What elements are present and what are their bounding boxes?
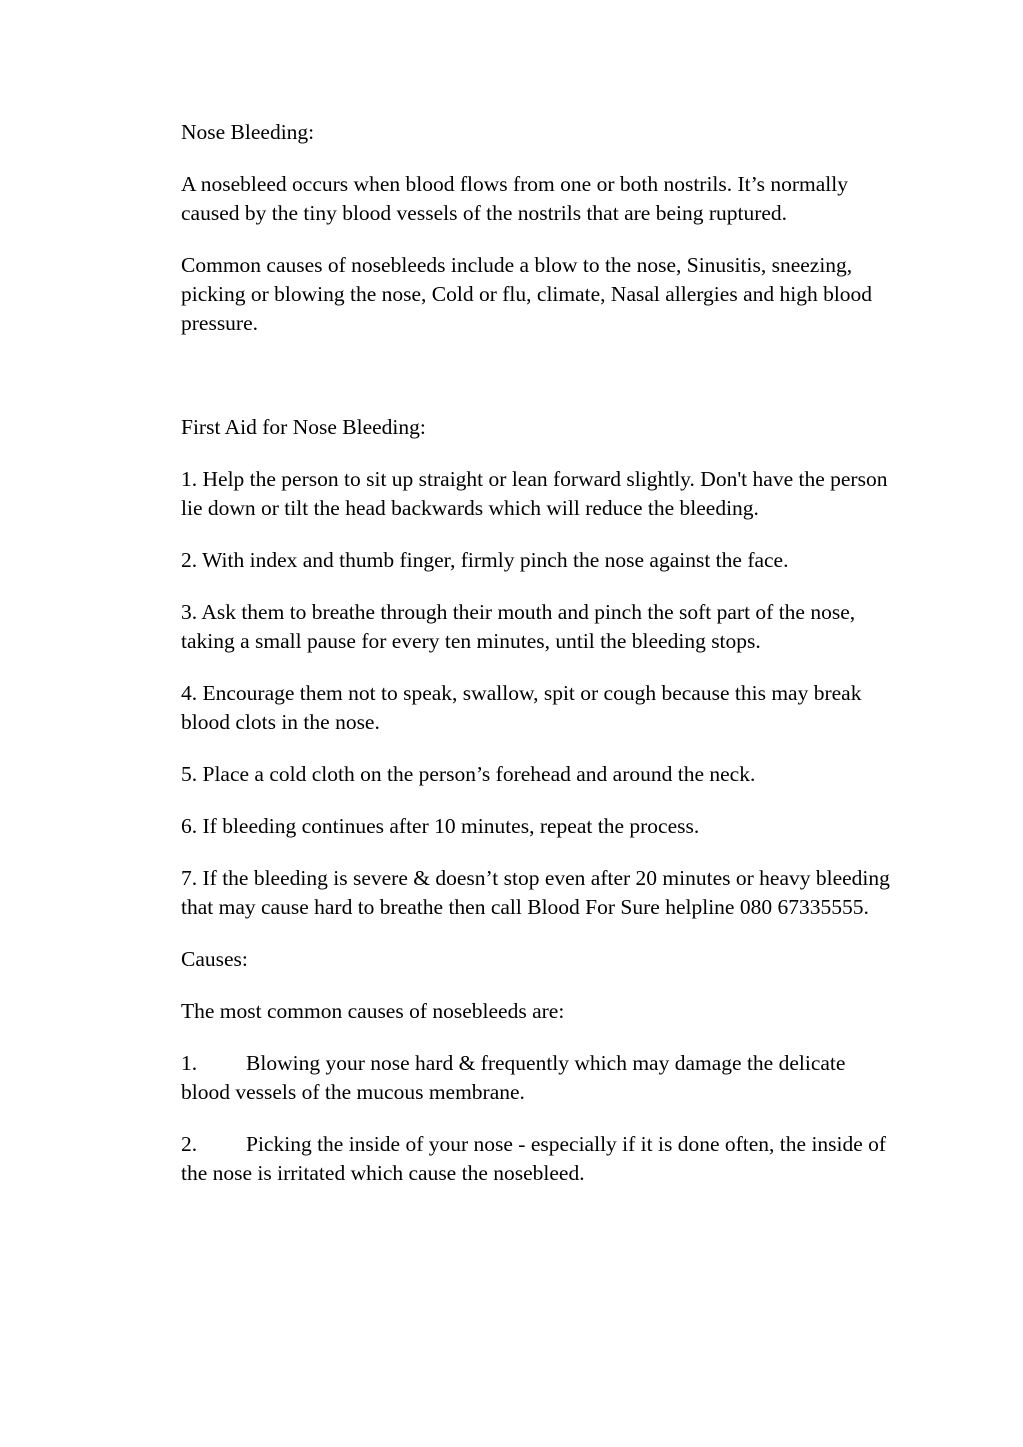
causes-list-item-1-text: Blowing your nose hard & frequently which may damage the delicate blood vessels of the mucous membrane. xyxy=(181,1051,846,1104)
causes-list-item-2-text: Picking the inside of your nose - especially if it is done often, the inside of the nose is irritated which cause the nosebleed. xyxy=(181,1132,887,1185)
first-aid-step-6: 6. If bleeding continues after 10 minutes, repeat the process. xyxy=(181,814,700,838)
causes-list-item-2-marker: 2. xyxy=(181,1132,198,1156)
causes-list-item-2 xyxy=(181,1130,893,1188)
paragraph-common-causes: Common causes of nosebleeds include a blow to the nose, Sinusitis, sneezing, picking or blowing the nose, Cold or flu, climate, Nasal allergies and high blood pressure. xyxy=(181,253,878,335)
first-aid-step-1: 1. Help the person to sit up straight or lean forward slightly. Don't have the person lie down or tilt the head backwards which will reduce the bleeding. xyxy=(181,467,893,520)
first-aid-step-4: 4. Encourage them not to speak, swallow, spit or cough because this may break blood clots in the nose. xyxy=(181,681,867,734)
first-aid-step-3: 3. Ask them to breathe through their mouth and pinch the soft part of the nose, taking a small pause for every ten minutes, until the bleeding stops. xyxy=(181,600,861,653)
heading-first-aid-for-nose-bleeding: First Aid for Nose Bleeding: xyxy=(181,415,426,439)
first-aid-step-7: 7. If the bleeding is severe & doesn’t stop even after 20 minutes or heavy bleeding that may cause hard to breathe then call Blood For Sure helpline 080 67335555. xyxy=(181,866,896,919)
first-aid-step-5: 5. Place a cold cloth on the person’s forehead and around the neck. xyxy=(181,762,756,786)
causes-list-item-1 xyxy=(181,1049,893,1107)
first-aid-step-2: 2. With index and thumb finger, firmly pinch the nose against the face. xyxy=(181,548,789,572)
paragraph-causes-lead-in: The most common causes of nosebleeds are: xyxy=(181,999,565,1023)
paragraph-nosebleed-definition: A nosebleed occurs when blood flows from one or both nostrils. It’s normally caused by the tiny blood vessels of the nostrils that are being ruptured. xyxy=(181,172,854,225)
heading-causes: Causes: xyxy=(181,947,248,971)
causes-list-item-1-marker: 1. xyxy=(181,1051,198,1075)
heading-nose-bleeding: Nose Bleeding: xyxy=(181,120,315,144)
blank-line-spacer xyxy=(181,361,893,390)
document-text-body xyxy=(181,118,896,1211)
